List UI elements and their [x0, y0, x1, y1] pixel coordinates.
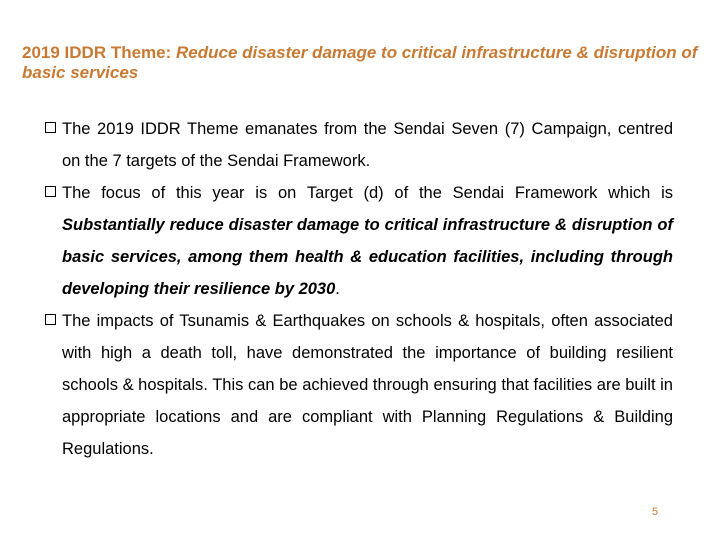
checkbox-bullet-icon	[45, 186, 56, 197]
bullet-item	[45, 305, 673, 465]
bullet-list	[45, 113, 673, 465]
bullet-text: The impacts of Tsunamis & Earthquakes on schools & hospitals, often associated with high a death toll, have demonstrated the importance of building resilient schools & hospitals. This can be achieved through ensuring that facilities are built in appropriate locations and are compliant with Planning Regulations & Building Regulations.	[62, 312, 673, 458]
title-italic: Reduce disaster damage to critical infrastructure & disruption of basic services	[22, 43, 698, 82]
checkbox-bullet-icon	[45, 314, 56, 325]
bullet-item	[45, 177, 673, 305]
bullet-text: The 2019 IDDR Theme emanates from the Sendai Seven (7) Campaign, centred on the 7 targets of the Sendai Framework.	[62, 120, 673, 170]
slide-title	[22, 43, 702, 83]
title-prefix: 2019 IDDR Theme:	[22, 43, 176, 62]
checkbox-bullet-icon	[45, 122, 56, 133]
bullet-emphasis: Substantially reduce disaster damage to critical infrastructure & disruption of basic services, among them health & education facilities, including through developing their resilience by 2030	[62, 216, 673, 298]
bullet-text: The focus of this year is on Target (d) of the Sendai Framework which is	[62, 184, 673, 202]
page-number: 5	[652, 506, 659, 518]
bullet-suffix: .	[335, 280, 340, 298]
bullet-item	[45, 113, 673, 177]
